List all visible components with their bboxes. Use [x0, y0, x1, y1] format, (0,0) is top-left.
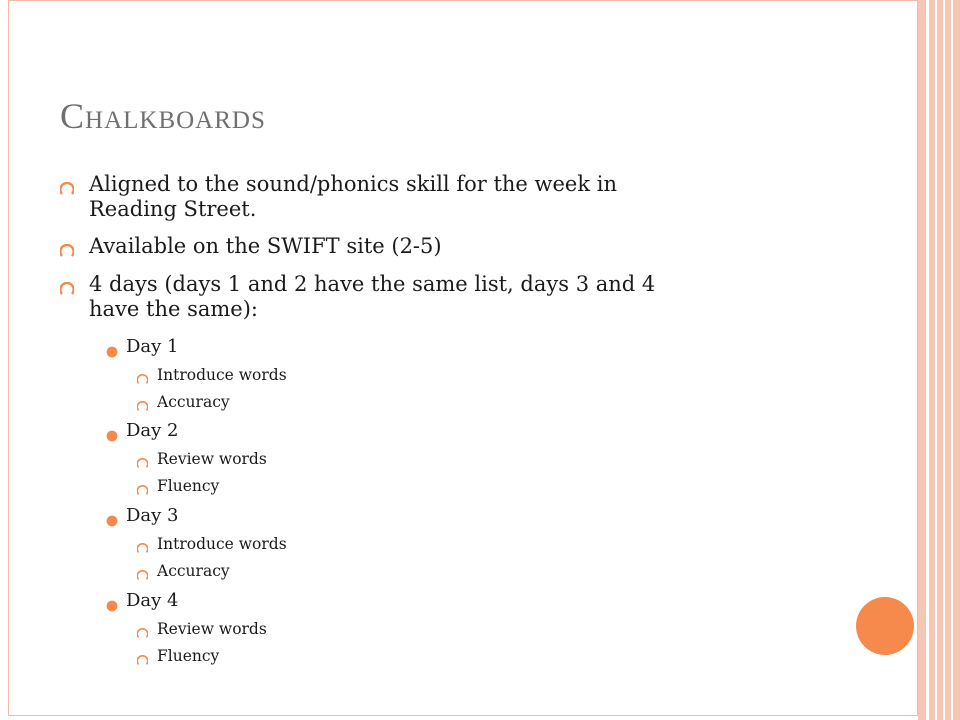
bullet-marker	[106, 596, 118, 618]
bullet-text: Review words	[157, 620, 267, 638]
arc-bullet-icon	[137, 543, 148, 554]
bullet-text: Review words	[157, 450, 267, 468]
bullet-text: Accuracy	[157, 562, 230, 580]
bullet-text: Available on the SWIFT site (2-5)	[89, 234, 442, 258]
bullet-marker	[137, 371, 148, 390]
bullet-text: Day 1	[126, 336, 179, 357]
bullet-marker	[60, 177, 74, 202]
slide-title: Chalkboards	[60, 96, 266, 136]
bullet-text: Fluency	[157, 477, 220, 495]
bullet-text-line: have the same):	[89, 297, 258, 321]
bullet-text-line: Aligned to the sound/phonics skill for the week in	[89, 172, 617, 196]
bullet-marker	[137, 455, 148, 474]
bullet-text: Fluency	[157, 647, 220, 665]
bullet-marker	[60, 277, 74, 302]
filled-circle-bullet-icon	[106, 600, 118, 612]
filled-circle-bullet-icon	[106, 346, 118, 358]
arc-bullet-icon	[60, 182, 74, 196]
bullet-marker	[137, 482, 148, 501]
bullet-text	[89, 172, 617, 222]
filled-circle-bullet-icon	[106, 430, 118, 442]
bullet-text: Introduce words	[157, 366, 287, 384]
arc-bullet-icon	[137, 655, 148, 666]
bullet-text: Day 4	[126, 590, 179, 611]
bullet-text: Accuracy	[157, 393, 230, 411]
bullet-text: Day 3	[126, 505, 179, 526]
bullet-marker	[137, 625, 148, 644]
bullet-marker	[60, 239, 74, 264]
arc-bullet-icon	[137, 485, 148, 496]
arc-bullet-icon	[60, 282, 74, 296]
arc-bullet-icon	[137, 374, 148, 385]
bullet-marker	[106, 511, 118, 533]
bullet-text: Day 2	[126, 420, 179, 441]
bullet-marker	[137, 652, 148, 671]
bullet-text-line: 4 days (days 1 and 2 have the same list, days 3 and 4	[89, 272, 656, 296]
bullet-text	[89, 272, 655, 322]
bullet-text: Introduce words	[157, 535, 287, 553]
bullet-marker	[106, 342, 118, 364]
arc-bullet-icon	[137, 628, 148, 639]
bullet-marker	[106, 426, 118, 448]
bullet-marker	[137, 398, 148, 417]
filled-circle-bullet-icon	[106, 515, 118, 527]
bullet-marker	[137, 567, 148, 586]
accent-circle	[856, 597, 914, 655]
arc-bullet-icon	[137, 570, 148, 581]
bullet-marker	[137, 540, 148, 559]
arc-bullet-icon	[137, 401, 148, 412]
arc-bullet-icon	[137, 458, 148, 469]
bullet-text-line: Reading Street.	[89, 197, 257, 221]
decorative-stripes	[918, 0, 960, 720]
arc-bullet-icon	[60, 244, 74, 258]
